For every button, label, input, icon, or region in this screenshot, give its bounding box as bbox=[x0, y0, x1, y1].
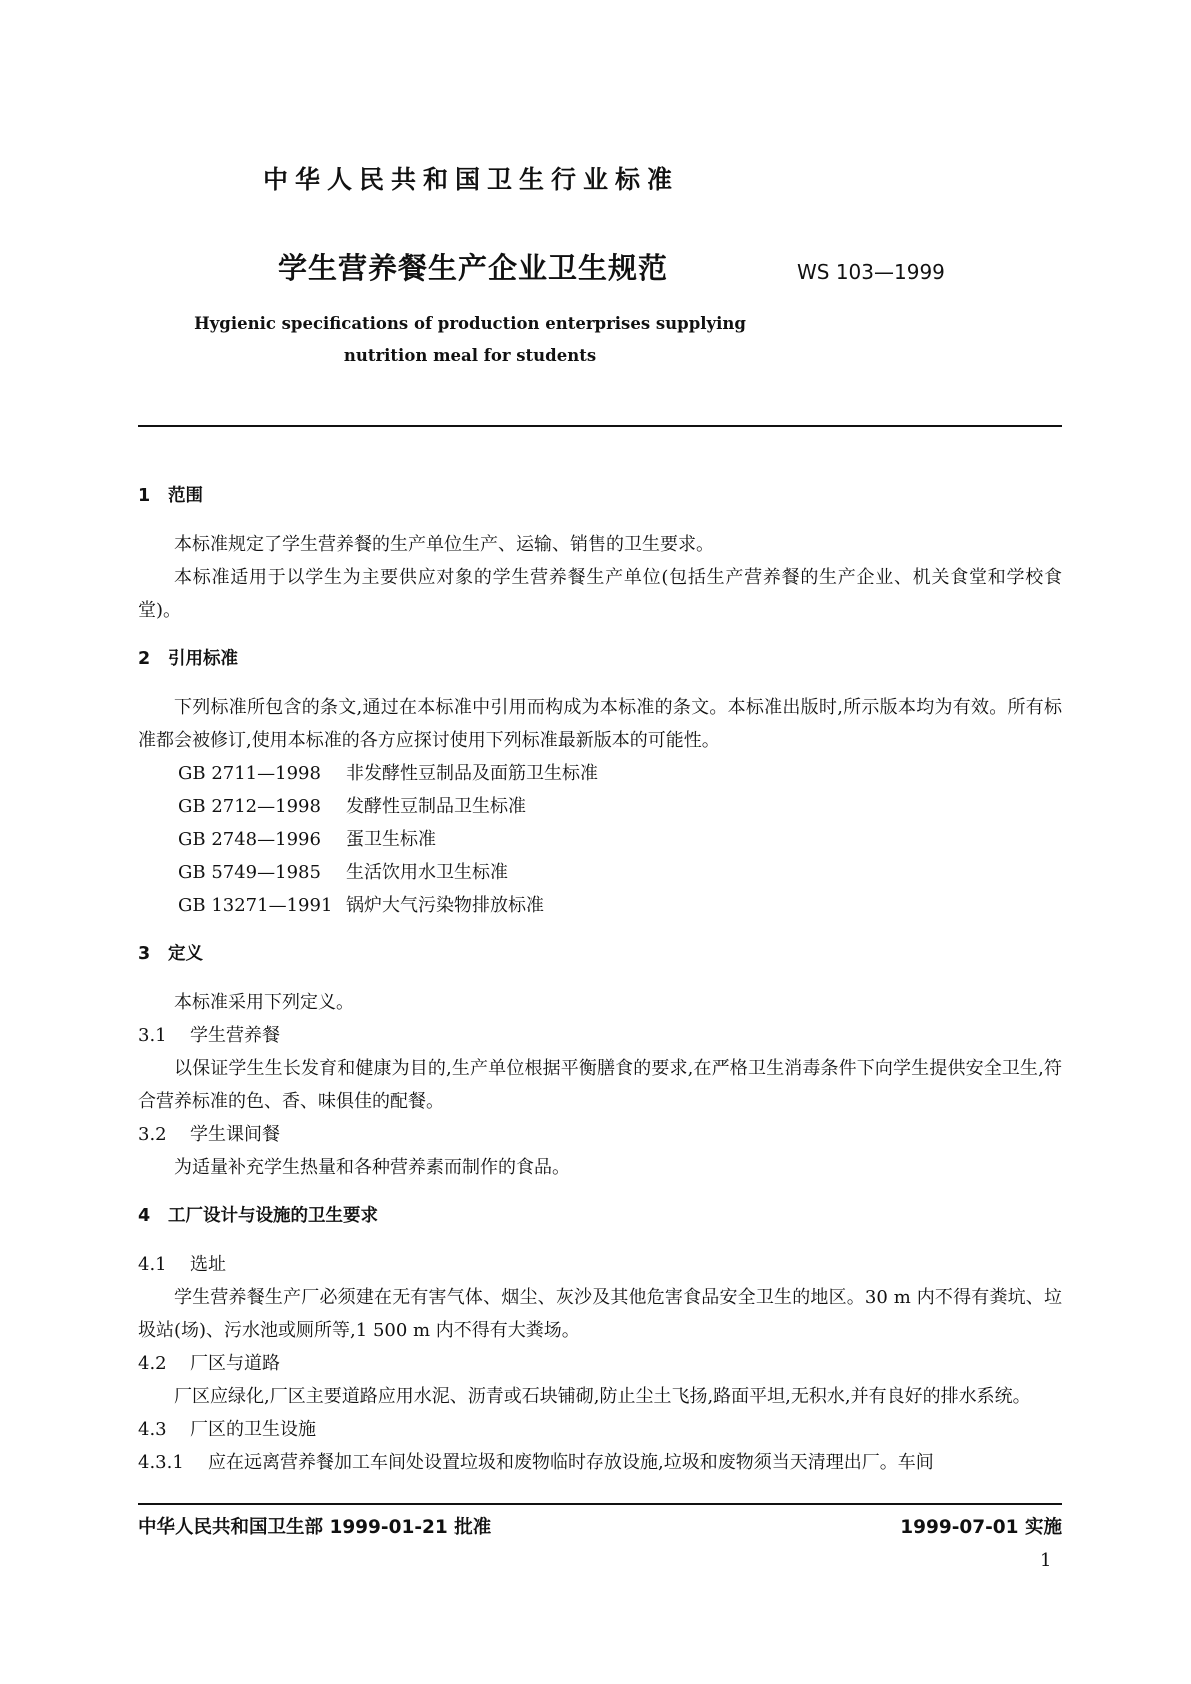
subsection-heading bbox=[138, 1019, 1062, 1052]
reference-code: GB 5749—1985 bbox=[178, 862, 321, 883]
section-title: 范围 bbox=[168, 486, 203, 506]
subsection-number: 3.1 bbox=[138, 1025, 167, 1046]
reference-name: 蛋卫生标准 bbox=[346, 829, 436, 850]
standard-number: WS 103—1999 bbox=[797, 260, 945, 284]
paragraph: 本标准规定了学生营养餐的生产单位生产、运输、销售的卫生要求。 bbox=[174, 534, 714, 555]
subsection-title: 厂区的卫生设施 bbox=[190, 1419, 316, 1440]
subsection-number: 4.2 bbox=[138, 1353, 167, 1374]
reference-name: 锅炉大气污染物排放标准 bbox=[346, 895, 544, 916]
reference-item bbox=[138, 757, 1062, 790]
approval-line: 中华人民共和国卫生部 1999-01-21 批准 bbox=[138, 1517, 492, 1538]
reference-item bbox=[138, 823, 1062, 856]
subsection-heading bbox=[138, 1118, 1062, 1151]
paragraph: 厂区应绿化,厂区主要道路应用水泥、沥青或石块铺砌,防止尘土飞扬,路面平坦,无积水,并有良好的排水系统。 bbox=[174, 1386, 1031, 1407]
section-number: 3 bbox=[138, 944, 151, 964]
reference-name: 发酵性豆制品卫生标准 bbox=[346, 796, 526, 817]
paragraph: 为适量补充学生热量和各种营养素而制作的食品。 bbox=[174, 1157, 570, 1178]
document-title: 学生营养餐生产企业卫生规范 bbox=[278, 251, 669, 285]
english-title-line-2: nutrition meal for students bbox=[343, 346, 597, 365]
page-number: 1 bbox=[1040, 1550, 1052, 1571]
section-number: 4 bbox=[138, 1206, 151, 1226]
section-number: 1 bbox=[138, 486, 151, 506]
reference-code: GB 2748—1996 bbox=[178, 829, 321, 850]
reference-item bbox=[138, 856, 1062, 889]
subsection-number: 4.1 bbox=[138, 1254, 167, 1275]
reference-name: 非发酵性豆制品及面筋卫生标准 bbox=[346, 763, 598, 784]
section-heading-definitions bbox=[138, 938, 1062, 970]
subsection-title: 学生课间餐 bbox=[190, 1124, 280, 1145]
english-title-line-1: Hygienic specifications of production enterprises supplying bbox=[194, 314, 746, 333]
paragraph: 学生营养餐生产厂必须建在无有害气体、烟尘、灰沙及其他危害食品安全卫生的地区。30 m 内不得有粪坑、垃圾站(场)、污水池或厕所等,1 500 m 内不得有大粪场。 bbox=[138, 1287, 1062, 1341]
section-title: 定义 bbox=[168, 944, 203, 964]
section-title: 工厂设计与设施的卫生要求 bbox=[168, 1206, 378, 1226]
section-heading-normative-references bbox=[138, 643, 1062, 675]
subsection-heading bbox=[138, 1413, 1062, 1446]
paragraph: 本标准采用下列定义。 bbox=[174, 992, 354, 1013]
subsection-title: 选址 bbox=[190, 1254, 226, 1275]
reference-name: 生活饮用水卫生标准 bbox=[346, 862, 508, 883]
document-body bbox=[138, 480, 1062, 1479]
issuing-body-title: 中华人民共和国卫生行业标准 bbox=[263, 165, 680, 194]
header-divider bbox=[138, 425, 1062, 427]
clause-number: 4.3.1 bbox=[138, 1452, 184, 1473]
section-heading-scope bbox=[138, 480, 1062, 512]
reference-list bbox=[138, 757, 1062, 922]
paragraph: 以保证学生生长发育和健康为目的,生产单位根据平衡膳食的要求,在严格卫生消毒条件下向学生提供安全卫生,符合营养标准的色、香、味俱佳的配餐。 bbox=[138, 1058, 1062, 1112]
subsection-title: 学生营养餐 bbox=[190, 1025, 280, 1046]
subsection-title: 厂区与道路 bbox=[190, 1353, 280, 1374]
paragraph: 下列标准所包含的条文,通过在本标准中引用而构成为本标准的条文。本标准出版时,所示版本均为有效。所有标准都会被修订,使用本标准的各方应探讨使用下列标准最新版本的可能性。 bbox=[138, 697, 1062, 751]
section-title: 引用标准 bbox=[168, 649, 238, 669]
clause-text: 应在远离营养餐加工车间处设置垃圾和废物临时存放设施,垃圾和废物须当天清理出厂。车间 bbox=[208, 1452, 934, 1473]
subsection-heading bbox=[138, 1248, 1062, 1281]
reference-code: GB 2711—1998 bbox=[178, 763, 321, 784]
subsection-heading bbox=[138, 1347, 1062, 1380]
reference-code: GB 2712—1998 bbox=[178, 796, 321, 817]
footer-divider bbox=[138, 1503, 1062, 1505]
section-number: 2 bbox=[138, 649, 151, 669]
reference-item bbox=[138, 790, 1062, 823]
subsection-number: 3.2 bbox=[138, 1124, 167, 1145]
section-heading-factory-design bbox=[138, 1200, 1062, 1232]
paragraph: 本标准适用于以学生为主要供应对象的学生营养餐生产单位(包括生产营养餐的生产企业、机关食堂和学校食堂)。 bbox=[138, 567, 1062, 621]
subsection-number: 4.3 bbox=[138, 1419, 167, 1440]
clause bbox=[138, 1446, 1062, 1479]
reference-item bbox=[138, 889, 1062, 922]
reference-code: GB 13271—1991 bbox=[178, 895, 333, 916]
implementation-date: 1999-07-01 实施 bbox=[900, 1517, 1062, 1538]
english-title bbox=[150, 308, 790, 372]
